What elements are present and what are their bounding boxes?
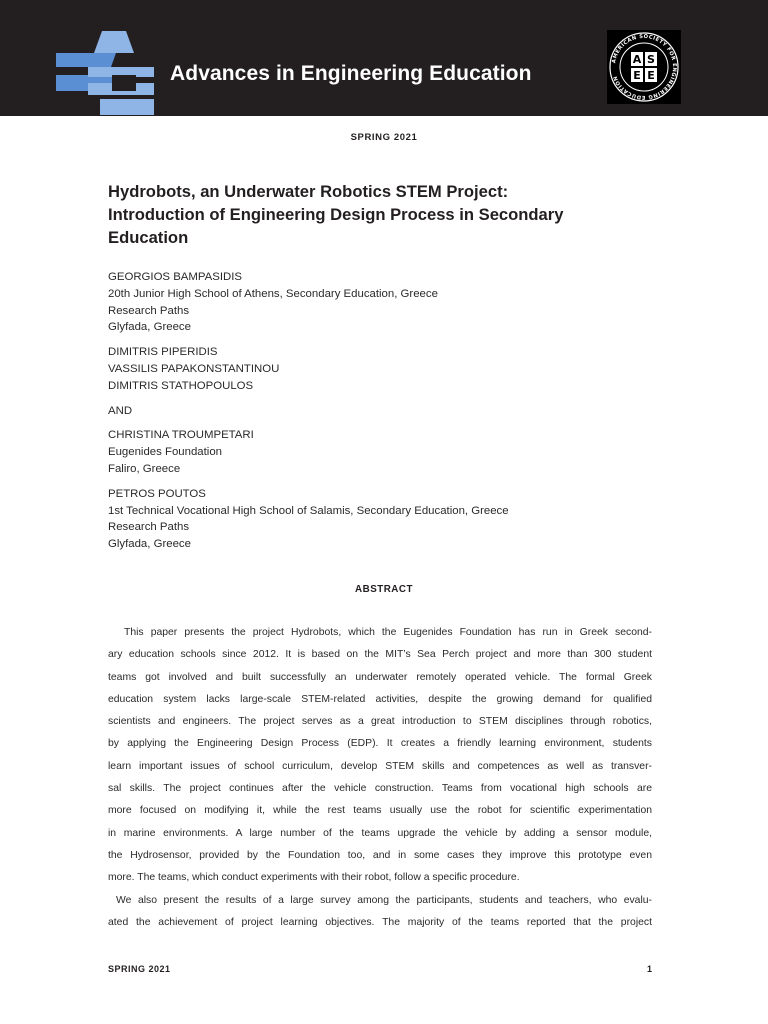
title-line: Hydrobots, an Underwater Robotics STEM Project: xyxy=(108,182,509,201)
abstract-line: This paper presents the project Hydrobots, which the Eugenides Foundation has run in Greek second- xyxy=(124,627,652,638)
aee-logo-icon xyxy=(56,29,154,115)
abstract-line: We also present the results of a large survey among the participants, students and teachers, who evalu- xyxy=(116,894,652,906)
abstract-line: ated the achievement of project learning objectives. The majority of the teams reported that the project xyxy=(108,916,652,928)
abstract-line: the Hydrosensor, provided by the Foundation too, and in some cases they improve this prototype even xyxy=(108,849,652,861)
author-name: DIMITRIS PIPERIDIS xyxy=(108,346,218,359)
abstract-body xyxy=(108,622,652,934)
journal-title: Advances in Engineering Education xyxy=(170,62,532,85)
svg-text:S: S xyxy=(647,53,655,66)
author-name: DIMITRIS STATHOPOULOS xyxy=(108,379,254,392)
page-number: 1 xyxy=(646,964,652,974)
abstract-heading: ABSTRACT xyxy=(355,584,413,595)
author-location: Faliro, Greece xyxy=(108,462,181,475)
author-affiliation: 20th Junior High School of Athens, Secondary Education, Greece xyxy=(108,287,438,300)
author-location: Glyfada, Greece xyxy=(108,538,191,551)
svg-text:A: A xyxy=(632,53,642,66)
abstract-line: scientists and engineers. The project serves as a great introduction to STEM disciplines through robotics, xyxy=(108,716,652,728)
author-group xyxy=(108,403,668,420)
abstract-line: in marine environments. A large number of the teams upgrade the vehicle by adding a sensor module, xyxy=(108,827,652,839)
svg-text:E: E xyxy=(633,69,641,82)
author-name: CHRISTINA TROUMPETARI xyxy=(108,429,254,442)
abstract-line: teams got involved and built successfully an underwater remotely operated vehicle. The formal Greek xyxy=(108,671,652,683)
abstract-line: learn important issues of school curriculum, develop STEM skills and competences as well as transver- xyxy=(108,760,652,772)
author-affiliation: Eugenides Foundation xyxy=(108,446,222,459)
abstract-line: more. The teams, which conduct experiments with their robot, follow a specific procedure. xyxy=(108,872,520,884)
author-affiliation: Research Paths xyxy=(108,521,190,534)
asee-seal-icon xyxy=(607,30,681,104)
journal-header xyxy=(0,0,768,116)
abstract-line: sal skills. The project continues after the vehicle construction. Teams from vocational high schools are xyxy=(108,783,652,795)
author-list xyxy=(108,269,668,561)
author-name: PETROS POUTOS xyxy=(108,487,206,500)
svg-text:AMERICAN SOCIETY FOR ENGINEERI: AMERICAN SOCIETY FOR ENGINEERING EDUCATION xyxy=(611,33,678,101)
abstract-line: ary education schools since 2012. It is based on the MIT’s Sea Perch project and more than 300 student xyxy=(108,649,652,661)
author-name: VASSILIS PAPAKONSTANTINOU xyxy=(108,362,280,375)
abstract-line: education system lacks large-scale STEM-related activities, despite the growing demand for qualified xyxy=(108,693,652,705)
author-affiliation: Research Paths xyxy=(108,304,190,317)
author-affiliation: 1st Technical Vocational High School of Salamis, Secondary Education, Greece xyxy=(108,504,509,517)
svg-text:E: E xyxy=(647,69,655,82)
author-conjunction: AND xyxy=(108,404,133,417)
issue-label: SPRING 2021 xyxy=(350,132,418,143)
author-location: Glyfada, Greece xyxy=(108,321,191,334)
footer-issue: SPRING 2021 xyxy=(108,964,171,974)
title-line: Education xyxy=(108,228,189,247)
title-line: Introduction of Engineering Design Process in Secondary xyxy=(108,205,564,224)
author-group xyxy=(108,269,668,336)
author-name: GEORGIOS BAMPASIDIS xyxy=(108,271,242,283)
author-group xyxy=(108,344,668,394)
abstract-line: more focused on modifying it, while the rest teams usually use the robot for scientific experimentation xyxy=(108,805,652,817)
abstract-line: by applying the Engineering Design Process (EDP). It creates a friendly learning environment, students xyxy=(108,738,652,750)
paper-title xyxy=(108,180,668,249)
author-group xyxy=(108,486,668,553)
author-group xyxy=(108,427,668,477)
